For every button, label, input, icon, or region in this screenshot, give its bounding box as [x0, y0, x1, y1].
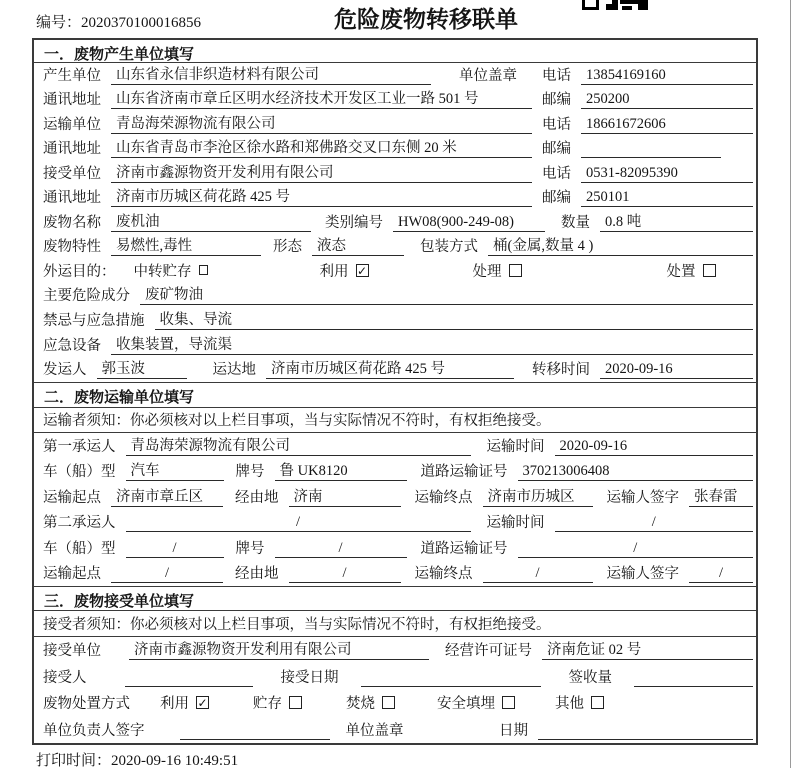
manifest-form: [32, 38, 758, 745]
route1-end-label: 运输终点: [414, 489, 473, 506]
packaging-field: 桶(金属,数量 4 ): [488, 234, 753, 256]
transporter-address-label: 通讯地址: [43, 141, 101, 158]
acceptor-label: 接受人: [43, 669, 87, 686]
purpose-row: [34, 259, 756, 284]
route2-start-label: 运输起点: [43, 566, 101, 583]
producer-address-label: 通讯地址: [43, 92, 101, 109]
receipt-qty-label: 签收量: [568, 669, 612, 686]
shipper-label: 发运人: [43, 362, 87, 379]
treat-checkbox: [509, 264, 522, 277]
vehicle1-plate-label: 牌号: [235, 464, 265, 481]
route1-start-label: 运输起点: [43, 489, 101, 506]
receiver-address-field: 济南市历城区荷花路 425 号: [111, 185, 532, 207]
waste-name-field: 废机油: [111, 210, 311, 232]
waste-traits-label: 废物特性: [43, 239, 101, 256]
carrier2-time-label: 运输时间: [486, 515, 545, 532]
recycle-checkbox: ✓: [356, 263, 368, 278]
vehicle2-permit-field: /: [518, 540, 754, 558]
unit-seal-label: 单位盖章: [345, 722, 404, 739]
waste-traits-row: [34, 235, 756, 260]
emergency-label: 禁忌与应急措施: [43, 313, 145, 330]
section3-header: 三．废物接受单位填写: [34, 586, 756, 611]
doc-number: [36, 11, 201, 32]
waste-form-label: 形态: [273, 239, 302, 256]
route2-start-field: /: [111, 565, 223, 583]
shipper-field: 郭玉波: [97, 357, 187, 379]
disposal-option-label: 利用: [160, 696, 189, 713]
waste-traits-field: 易燃性,毒性: [111, 234, 261, 256]
purpose-option-label: 利用: [319, 263, 349, 280]
vehicle1-type-field: 汽车: [126, 459, 224, 481]
license-label: 经营许可证号: [445, 643, 532, 660]
receiver-zip-label: 邮编: [542, 190, 571, 207]
accept-unit-field: 济南市鑫源物资开发利用有限公司: [129, 638, 429, 660]
head-sign-field: [180, 722, 330, 740]
receiver-address-row: [34, 186, 756, 211]
dispose-checkbox: [703, 264, 716, 277]
page-right-edge: [790, 0, 791, 768]
route1-row: [34, 484, 756, 510]
disposal-option-landfill: [437, 692, 515, 713]
vehicle1-row: [34, 459, 756, 485]
purpose-option-dispose: [667, 260, 716, 281]
waste-qty-field: 0.8 吨: [600, 210, 753, 232]
disposal-option-label: 其他: [555, 696, 584, 713]
vehicle2-plate-field: /: [275, 540, 407, 558]
route1-sign-field: 张春雷: [689, 485, 753, 507]
acceptor-field: [125, 669, 253, 687]
disposal-landfill-checkbox: [502, 696, 515, 709]
vehicle2-plate-label: 牌号: [235, 540, 265, 557]
packaging-label: 包装方式: [420, 239, 478, 256]
receiver-phone-label: 电话: [542, 165, 571, 182]
transporter-zip-field: [581, 140, 721, 158]
producer-zip-label: 邮编: [542, 92, 571, 109]
transporter-notice-text: 你必须核对以上栏目事项，当与实际情况不符时，有权拒绝接受。: [130, 413, 551, 430]
route2-row: [34, 561, 756, 587]
disposal-row: [34, 690, 756, 717]
receiver-notice-text: 你必须核对以上栏目事项，当与实际情况不符时，有权拒绝接受。: [130, 616, 551, 633]
transporter-label: 运输单位: [43, 116, 101, 133]
accept-unit-label: 接受单位: [43, 643, 101, 660]
equipment-field: 收集装置，导流渠: [111, 333, 753, 355]
acceptance-row: [34, 663, 756, 690]
vehicle1-permit-field: 370213006408: [518, 463, 754, 481]
license-field: 济南危证 02 号: [542, 638, 753, 660]
route2-sign-field: /: [689, 565, 753, 583]
emergency-row: [34, 308, 756, 333]
receiver-label: 接受单位: [43, 165, 101, 182]
accept-date-label: 接受日期: [280, 669, 339, 686]
date-field: [538, 722, 753, 740]
route2-end-field: /: [483, 565, 593, 583]
producer-address-row: [34, 88, 756, 113]
doc-number-label: 编号：: [36, 15, 82, 31]
waste-category-field: HW08(900-249-08): [393, 214, 545, 232]
producer-label: 产生单位: [43, 67, 101, 84]
route1-via-field: 济南: [289, 485, 401, 507]
transporter-address-row: [34, 137, 756, 162]
vehicle1-type-label: 车（船）型: [43, 464, 116, 481]
signoff-row: [34, 716, 756, 743]
transporter-field: 青岛海荣源物流有限公司: [111, 112, 532, 134]
transporter-phone-field: 18661672606: [581, 116, 753, 134]
disposal-store-checkbox: [289, 696, 302, 709]
disposal-recycle-checkbox: ✓: [197, 696, 208, 711]
print-time-label: 打印时间：: [36, 753, 112, 769]
hazard-label: 主要危险成分: [43, 288, 130, 305]
waste-category-label: 类别编号: [325, 214, 383, 231]
dispatch-row: [34, 358, 756, 383]
disposal-option-label: 贮存: [253, 696, 282, 713]
receiver-notice-row: [34, 611, 756, 637]
purpose-option-transfer-storage: [134, 260, 208, 281]
route2-end-label: 运输终点: [414, 566, 473, 583]
emergency-field: 收集、导流: [155, 308, 754, 330]
purpose-option-label: 中转贮存: [133, 263, 192, 280]
receiver-phone-field: 0531-82095390: [581, 165, 753, 183]
destination-label: 运达地: [212, 362, 256, 379]
disposal-option-other: [555, 692, 604, 713]
route2-via-field: /: [289, 565, 401, 583]
disposal-other-checkbox: [591, 696, 604, 709]
route1-start-field: 济南市章丘区: [111, 485, 223, 507]
vehicle1-permit-label: 道路运输证号: [420, 464, 508, 481]
section2-header: 二．废物运输单位填写: [34, 382, 756, 408]
disposal-incinerate-checkbox: [382, 696, 395, 709]
vehicle2-permit-label: 道路运输证号: [420, 540, 508, 557]
carrier2-row: [34, 510, 756, 536]
producer-zip-field: 250200: [581, 91, 753, 109]
purpose-option-label: 处置: [666, 263, 696, 280]
waste-name-row: [34, 210, 756, 235]
transporter-row: [34, 112, 756, 137]
carrier1-time-field: 2020-09-16: [555, 438, 754, 456]
route1-via-label: 经由地: [235, 489, 279, 506]
producer-row: [34, 63, 756, 88]
destination-field: 济南市历城区荷花路 425 号: [266, 357, 514, 379]
purpose-option-treat: [473, 260, 522, 281]
hazard-field: 废矿物油: [140, 283, 753, 305]
carrier1-label: 第一承运人: [43, 438, 116, 455]
section1-header: 一．废物产生单位填写: [34, 40, 756, 63]
waste-form-field: 液态: [312, 234, 404, 256]
transporter-zip-label: 邮编: [542, 141, 571, 158]
page-title: 危险废物转移联单: [334, 6, 518, 32]
transporter-phone-label: 电话: [542, 116, 571, 133]
waste-qty-label: 数量: [561, 214, 590, 231]
equipment-label: 应急设备: [43, 337, 101, 354]
disposal-option-store: [253, 692, 302, 713]
date-label: 日期: [499, 722, 528, 739]
vehicle2-type-label: 车（船）型: [43, 540, 116, 557]
qr-code-partial-icon: [582, 0, 650, 11]
carrier2-label: 第二承运人: [43, 515, 116, 532]
producer-field: 山东省永信非织造材料有限公司: [111, 63, 431, 85]
carrier2-field: /: [126, 514, 471, 532]
accept-date-field: [361, 669, 541, 687]
receiver-zip-field: 250101: [581, 189, 753, 207]
accept-unit-row: [34, 637, 756, 664]
transporter-address-field: 山东省青岛市李沧区徐水路和郑佛路交叉口东侧 20 米: [111, 136, 532, 158]
purpose-option-recycle: [320, 260, 369, 281]
producer-phone-field: 13854169160: [581, 67, 753, 85]
carrier2-time-field: /: [555, 514, 754, 532]
carrier1-field: 青岛海荣源物流有限公司: [126, 434, 471, 456]
route1-sign-label: 运输人签字: [606, 489, 679, 506]
receiver-row: [34, 161, 756, 186]
doc-number-value: 2020370100016856: [81, 15, 202, 31]
producer-phone-label: 电话: [542, 67, 571, 84]
carrier1-time-label: 运输时间: [486, 438, 545, 455]
hazard-row: [34, 284, 756, 309]
carrier1-row: [34, 433, 756, 459]
route2-sign-label: 运输人签字: [606, 566, 679, 583]
vehicle2-type-field: /: [126, 540, 224, 558]
route1-end-field: 济南市历城区: [483, 485, 593, 507]
transfer-time-label: 转移时间: [532, 362, 590, 379]
disposal-option-incinerate: [346, 692, 395, 713]
transfer-time-field: 2020-09-16: [600, 361, 753, 379]
transporter-notice-label: 运输者须知：: [43, 413, 130, 430]
transfer-storage-checkbox: [199, 265, 208, 275]
route2-via-label: 经由地: [235, 566, 279, 583]
print-time-value: 2020-09-16 10:49:51: [111, 753, 239, 769]
vehicle2-row: [34, 535, 756, 561]
receiver-address-label: 通讯地址: [43, 190, 101, 207]
disposal-option-recycle: [160, 692, 209, 713]
head-sign-label: 单位负责人签字: [43, 722, 145, 739]
purpose-option-label: 处理: [472, 263, 502, 280]
print-time: [36, 749, 238, 770]
receiver-notice-label: 接受者须知：: [43, 616, 130, 633]
disposal-option-label: 焚烧: [346, 696, 375, 713]
disposal-label: 废物处置方式: [43, 696, 130, 713]
equipment-row: [34, 333, 756, 358]
producer-seal-label: 单位盖章: [459, 67, 517, 84]
transporter-notice-row: [34, 408, 756, 434]
receiver-field: 济南市鑫源物资开发利用有限公司: [111, 161, 532, 183]
disposal-option-label: 安全填埋: [437, 696, 495, 713]
waste-name-label: 废物名称: [43, 214, 101, 231]
vehicle1-plate-field: 鲁 UK8120: [275, 459, 407, 481]
producer-address-field: 山东省济南市章丘区明水经济技术开发区工业一路 501 号: [111, 87, 532, 109]
receipt-qty-field: [634, 669, 753, 687]
purpose-label: 外运目的：: [43, 263, 116, 280]
